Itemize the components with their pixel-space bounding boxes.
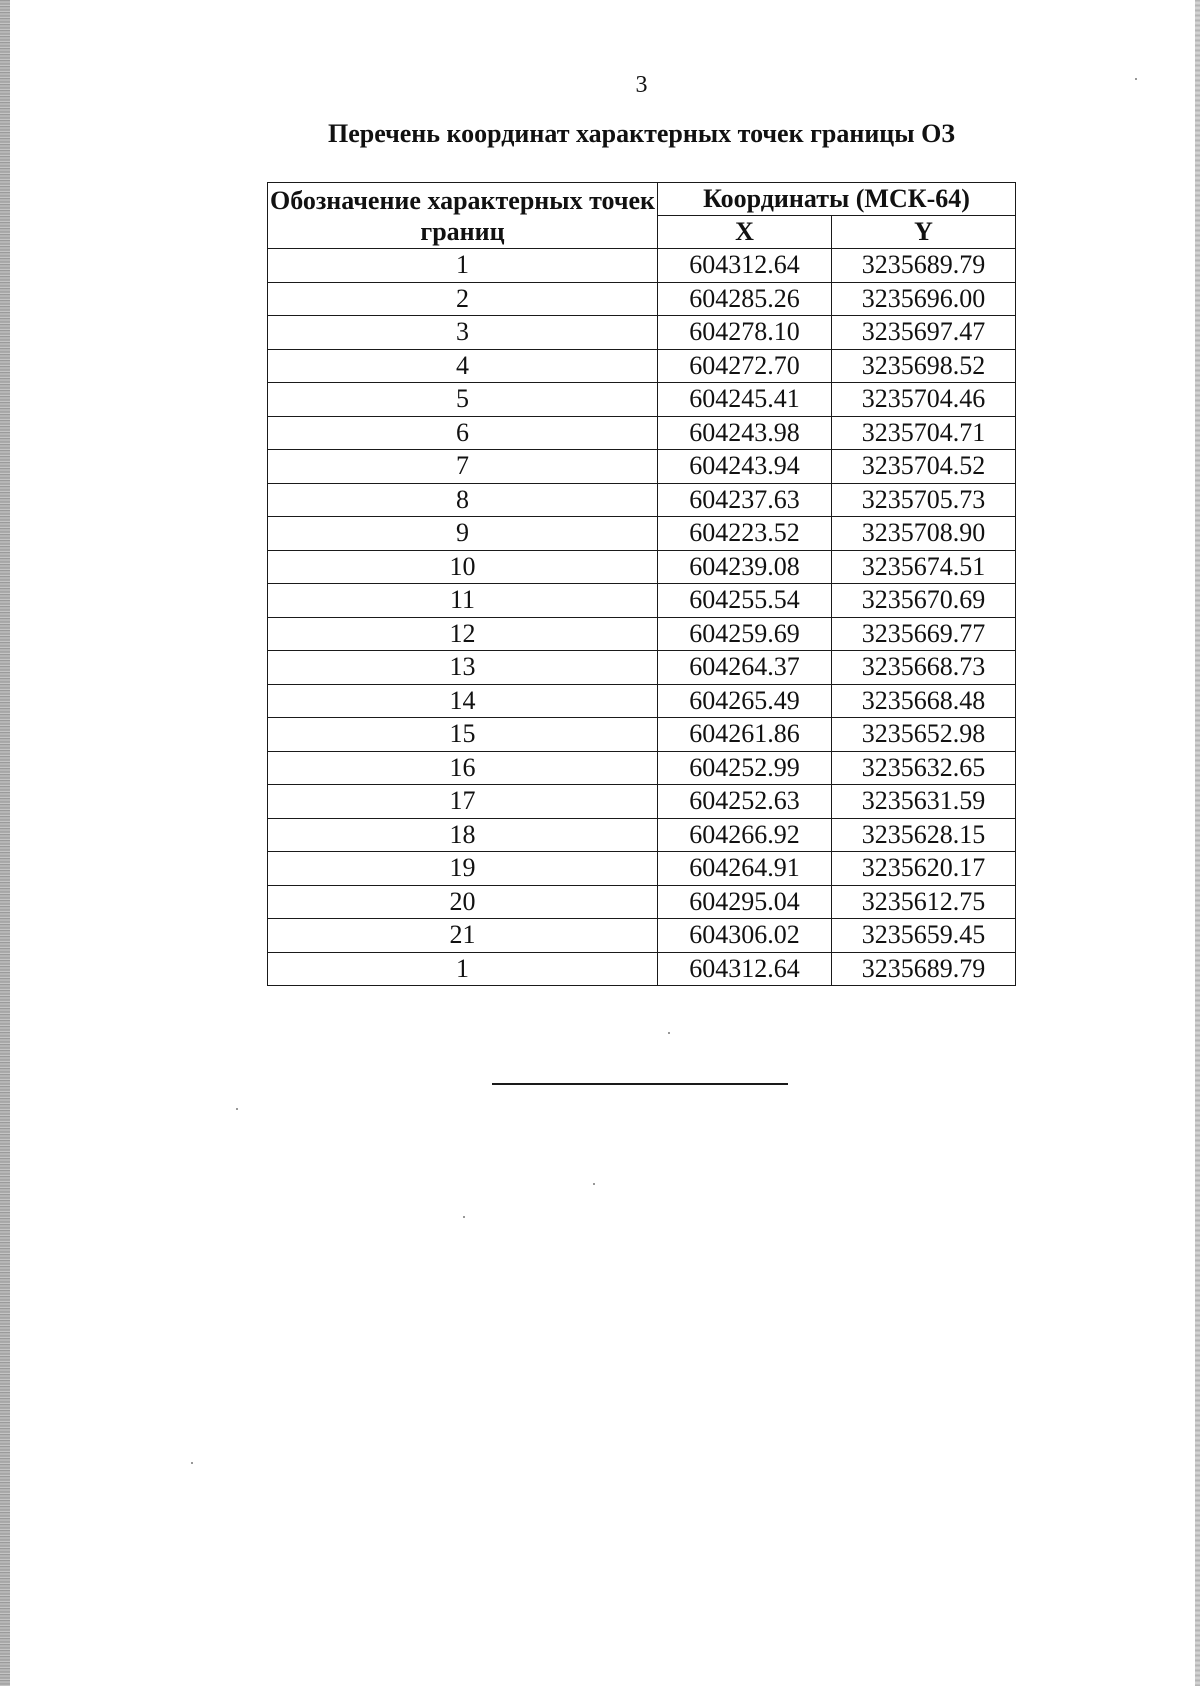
cell-x: 604264.37 xyxy=(658,651,832,685)
cell-point: 2 xyxy=(268,282,658,316)
cell-y: 3235704.52 xyxy=(832,450,1016,484)
cell-point: 5 xyxy=(268,383,658,417)
cell-x: 604306.02 xyxy=(658,919,832,953)
cell-point: 15 xyxy=(268,718,658,752)
header-designation: Обозначение характерных точек границ xyxy=(268,183,658,249)
header-y: Y xyxy=(832,216,1016,249)
scan-speck xyxy=(463,1216,465,1218)
cell-x: 604245.41 xyxy=(658,383,832,417)
cell-y: 3235704.46 xyxy=(832,383,1016,417)
cell-point: 13 xyxy=(268,651,658,685)
scan-speck xyxy=(1135,78,1137,80)
table-row xyxy=(268,316,1016,350)
table-body xyxy=(268,249,1016,986)
cell-point: 18 xyxy=(268,818,658,852)
cell-y: 3235689.79 xyxy=(832,249,1016,283)
cell-x: 604252.63 xyxy=(658,785,832,819)
cell-point: 17 xyxy=(268,785,658,819)
cell-point: 14 xyxy=(268,684,658,718)
cell-y: 3235708.90 xyxy=(832,517,1016,551)
coordinates-table xyxy=(267,182,1016,986)
table-row xyxy=(268,684,1016,718)
scan-speck xyxy=(668,1032,670,1034)
page-number: 3 xyxy=(635,72,648,98)
scan-speck xyxy=(191,1462,193,1464)
cell-point: 4 xyxy=(268,349,658,383)
table-row xyxy=(268,416,1016,450)
cell-y: 3235659.45 xyxy=(832,919,1016,953)
table-row xyxy=(268,517,1016,551)
table-row xyxy=(268,818,1016,852)
cell-y: 3235612.75 xyxy=(832,885,1016,919)
header-coordinates: Координаты (МСК-64) xyxy=(658,183,1016,216)
table-row xyxy=(268,785,1016,819)
table-row xyxy=(268,282,1016,316)
cell-y: 3235698.52 xyxy=(832,349,1016,383)
cell-x: 604243.98 xyxy=(658,416,832,450)
cell-y: 3235620.17 xyxy=(832,852,1016,886)
cell-point: 21 xyxy=(268,919,658,953)
cell-y: 3235689.79 xyxy=(832,952,1016,986)
cell-x: 604259.69 xyxy=(658,617,832,651)
table-row xyxy=(268,584,1016,618)
scan-speck xyxy=(236,1108,238,1110)
cell-x: 604312.64 xyxy=(658,952,832,986)
cell-point: 16 xyxy=(268,751,658,785)
cell-point: 6 xyxy=(268,416,658,450)
cell-x: 604255.54 xyxy=(658,584,832,618)
cell-point: 3 xyxy=(268,316,658,350)
table-row xyxy=(268,349,1016,383)
table-row xyxy=(268,885,1016,919)
cell-point: 20 xyxy=(268,885,658,919)
table-row xyxy=(268,383,1016,417)
table-row xyxy=(268,852,1016,886)
table-header-row xyxy=(268,183,1016,216)
cell-y: 3235631.59 xyxy=(832,785,1016,819)
table-row xyxy=(268,952,1016,986)
cell-x: 604237.63 xyxy=(658,483,832,517)
table-row xyxy=(268,919,1016,953)
cell-x: 604223.52 xyxy=(658,517,832,551)
cell-point: 19 xyxy=(268,852,658,886)
table-row xyxy=(268,550,1016,584)
cell-x: 604239.08 xyxy=(658,550,832,584)
cell-x: 604278.10 xyxy=(658,316,832,350)
cell-y: 3235669.77 xyxy=(832,617,1016,651)
cell-x: 604285.26 xyxy=(658,282,832,316)
cell-point: 9 xyxy=(268,517,658,551)
cell-x: 604265.49 xyxy=(658,684,832,718)
document-title: Перечень координат характерных точек границы ОЗ xyxy=(327,119,956,148)
cell-point: 7 xyxy=(268,450,658,484)
table-row xyxy=(268,617,1016,651)
scan-speck xyxy=(593,1183,595,1185)
cell-y: 3235668.73 xyxy=(832,651,1016,685)
table-row xyxy=(268,718,1016,752)
cell-point: 11 xyxy=(268,584,658,618)
cell-y: 3235704.71 xyxy=(832,416,1016,450)
cell-x: 604264.91 xyxy=(658,852,832,886)
cell-x: 604243.94 xyxy=(658,450,832,484)
cell-point: 8 xyxy=(268,483,658,517)
table-row xyxy=(268,450,1016,484)
table-row xyxy=(268,651,1016,685)
cell-point: 1 xyxy=(268,952,658,986)
closing-rule xyxy=(492,1083,788,1085)
cell-y: 3235628.15 xyxy=(832,818,1016,852)
header-x: X xyxy=(658,216,832,249)
cell-x: 604266.92 xyxy=(658,818,832,852)
cell-x: 604261.86 xyxy=(658,718,832,752)
table-row xyxy=(268,751,1016,785)
scan-edge-left xyxy=(0,0,10,1686)
cell-point: 1 xyxy=(268,249,658,283)
cell-y: 3235670.69 xyxy=(832,584,1016,618)
cell-x: 604295.04 xyxy=(658,885,832,919)
table-row xyxy=(268,483,1016,517)
scan-edge-right xyxy=(1195,0,1200,1686)
cell-point: 12 xyxy=(268,617,658,651)
cell-y: 3235674.51 xyxy=(832,550,1016,584)
cell-x: 604252.99 xyxy=(658,751,832,785)
cell-point: 10 xyxy=(268,550,658,584)
cell-y: 3235668.48 xyxy=(832,684,1016,718)
cell-y: 3235652.98 xyxy=(832,718,1016,752)
cell-y: 3235705.73 xyxy=(832,483,1016,517)
cell-y: 3235697.47 xyxy=(832,316,1016,350)
cell-y: 3235696.00 xyxy=(832,282,1016,316)
cell-x: 604272.70 xyxy=(658,349,832,383)
cell-x: 604312.64 xyxy=(658,249,832,283)
cell-y: 3235632.65 xyxy=(832,751,1016,785)
table-row xyxy=(268,249,1016,283)
